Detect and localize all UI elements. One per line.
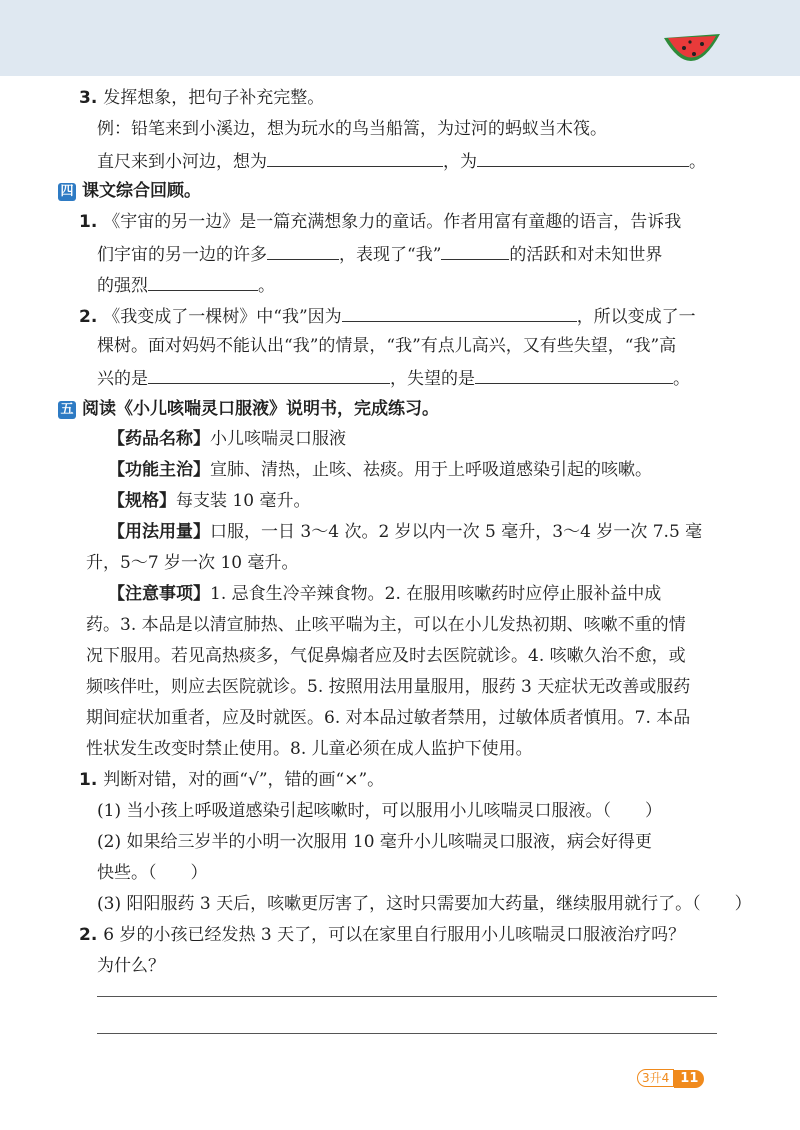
section-marker: 五 [58,401,76,419]
field-label: 【规格】 [108,491,176,511]
drug-usage-cont: 升，5～7 岁一次 10 毫升。 [86,553,299,573]
question-text: 判断对错，对的画“√”，错的画“×”。 [103,770,385,790]
section-title: 课文综合回顾。 [82,181,201,201]
sentence-part: 。 [689,152,706,172]
judgement-item[interactable]: (1) 当小孩上呼吸道感染引起咳嗽时，可以服用小儿咳喘灵口服液。（ ） [97,801,662,821]
grade-label: 3升4 [637,1069,674,1087]
answer-blank[interactable] [475,365,673,384]
page-badge [637,1069,704,1087]
question-number: 2. [79,307,98,327]
answer-line[interactable] [97,1033,717,1034]
answer-blank[interactable] [441,241,509,260]
judgement-item[interactable]: (2) 如果给三岁半的小明一次服用 10 毫升小儿咳喘灵口服液，病会好得更 [97,832,652,852]
s4-q2-line2: 棵树。面对妈妈不能认出“我”的情景，“我”有点儿高兴，又有些失望，“我”高 [97,336,677,356]
drug-notes-line: 期间症状加重者，应及时就医。6. 对本品过敏者禁用，过敏体质者慎用。7. 本品 [86,708,691,728]
field-label: 【药品名称】 [108,429,210,449]
section-title: 阅读《小儿咳喘灵口服液》说明书，完成练习。 [82,399,439,419]
field-value: 1. 忌食生冷辛辣食物。2. 在服用咳嗽药时应停止服补益中成 [210,584,662,604]
question-number: 3. [79,88,98,108]
answer-blank[interactable] [477,148,689,167]
question-text-cont: 为什么？ [97,956,165,976]
question-3 [79,86,324,110]
question-number: 1. [79,770,98,790]
question-text: 的活跃和对未知世界 [509,245,663,265]
question-text: ，所以变成了一 [576,307,696,327]
example-sentence: 例：铅笔来到小溪边，想为玩水的鸟当船篙，为过河的蚂蚁当木筏。 [97,119,607,139]
field-label: 【用法用量】 [108,522,210,542]
answer-blank[interactable] [148,272,258,291]
drug-usage [108,520,702,544]
section-5-header [58,397,439,421]
judgement-item-cont[interactable]: 快些。（ ） [97,863,208,883]
drug-notes-line: 药。3. 本品是以清宣肺热、止咳平喘为主，可以在小儿发热初期、咳嗽不重的情 [86,615,686,635]
fill-sentence [97,148,706,174]
section-4-header [58,179,201,203]
field-value: 小儿咳喘灵口服液 [210,429,346,449]
answer-line[interactable] [97,996,717,997]
field-value: 口服，一日 3～4 次。2 岁以内一次 5 毫升，3～4 岁一次 7.5 毫 [210,522,703,542]
question-text: 们宇宙的另一边的许多 [97,245,267,265]
s4-q1-line2 [97,241,662,267]
sentence-part: ，为 [443,152,477,172]
field-label: 【功能主治】 [108,460,210,480]
field-value: 每支装 10 毫升。 [176,491,311,511]
drug-spec [108,489,310,513]
watermelon-icon [662,28,722,74]
drug-notes-line: 况下服用。若见高热痰多，气促鼻煽者应及时去医院就诊。4. 咳嗽久治不愈，或 [86,646,686,666]
question-text: 《宇宙的另一边》是一篇充满想象力的童话。作者用富有童趣的语言，告诉我 [103,212,682,232]
s5-q2 [79,923,685,947]
question-text: 。 [673,369,690,389]
s4-q1-line3 [97,272,275,298]
answer-blank[interactable] [267,148,443,167]
s4-q2-line1 [79,303,696,329]
question-text: 6 岁的小孩已经发热 3 天了，可以在家里自行服用小儿咳喘灵口服液治疗吗？ [103,925,686,945]
page-number: 11 [674,1070,704,1088]
field-value: 宣肺、清热，止咳、祛痰。用于上呼吸道感染引起的咳嗽。 [210,460,652,480]
drug-notes-line: 性状发生改变时禁止使用。8. 儿童必须在成人监护下使用。 [86,739,533,759]
answer-blank[interactable] [342,303,577,322]
sentence-part: 直尺来到小河边，想为 [97,152,267,172]
question-number: 1. [79,212,98,232]
question-text: 《我变成了一棵树》中“我”因为 [103,307,342,327]
section-marker: 四 [58,183,76,201]
judgement-item[interactable]: (3) 阳阳服药 3 天后，咳嗽更厉害了，这时只需要加大药量，继续服用就行了。（ ） [97,894,752,914]
answer-blank[interactable] [267,241,339,260]
question-text: 发挥想象，把句子补充完整。 [103,88,325,108]
drug-function [108,458,652,482]
drug-notes [108,582,661,606]
field-label: 【注意事项】 [108,584,210,604]
s5-q1 [79,768,384,792]
s4-q2-line3 [97,365,690,391]
answer-blank[interactable] [148,365,390,384]
drug-name [108,427,346,451]
question-text: ，表现了“我” [339,245,442,265]
s4-q1-line1 [79,210,681,234]
drug-notes-line: 频咳伴吐，则应去医院就诊。5. 按照用法用量服用，服药 3 天症状无改善或服药 [86,677,691,697]
question-text: 。 [258,276,275,296]
question-number: 2. [79,925,98,945]
question-text: ，失望的是 [390,369,475,389]
question-text: 的强烈 [97,276,148,296]
question-text: 兴的是 [97,369,148,389]
